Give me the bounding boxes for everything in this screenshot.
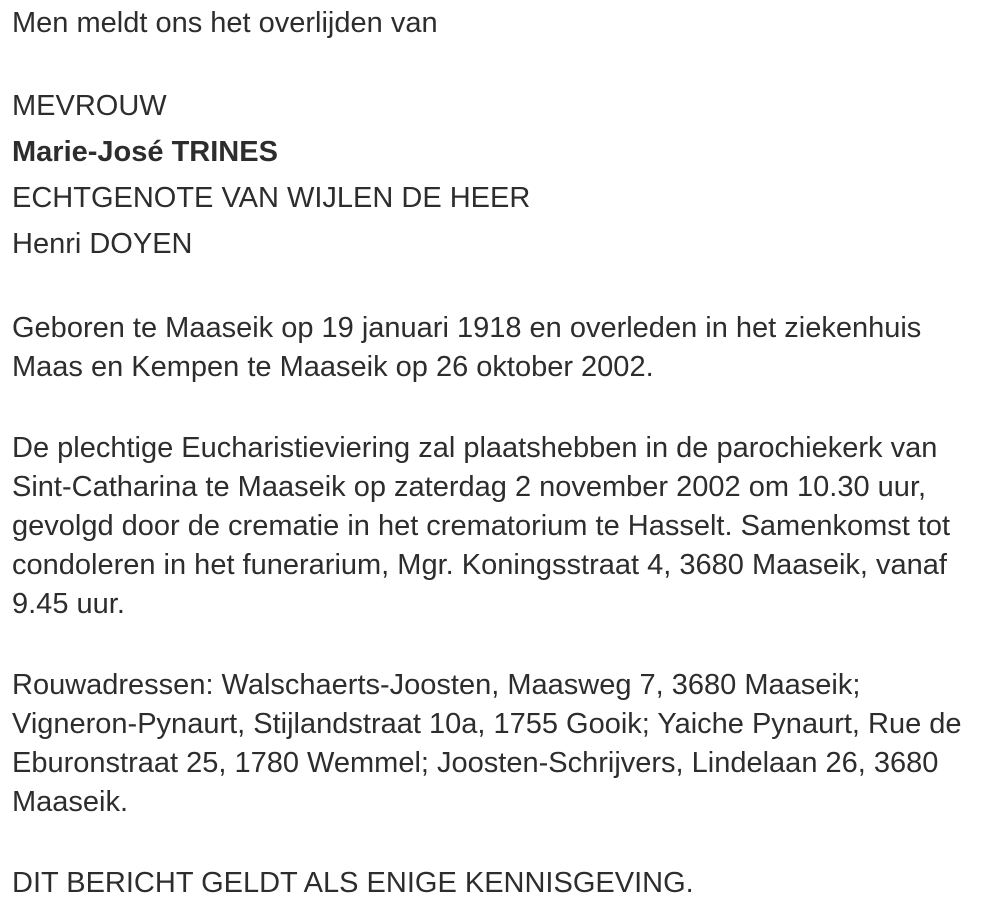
announcement-intro: Men meldt ons het overlijden van [12,7,438,39]
mourning-addresses-paragraph: Rouwadressen: Walschaerts-Joosten, Maasweg 7, 3680 Maaseik; Vigneron-Pynaurt, Stijlandstraat 10a, 1755 Gooik; Yaiche Pynaurt, Rue de Eburonstraat 25, 1780 Wemmel; Joosten-Schrijvers, Lindelaan 26, 3680 Maaseik. [12,669,962,818]
deceased-name: Marie-José TRINES [12,136,278,168]
spouse-name: Henri DOYEN [12,228,193,260]
deceased-header [12,83,972,267]
deceased-title: MEVROUW [12,90,167,122]
ceremony-paragraph: De plechtige Eucharistieviering zal plaatshebben in de parochiekerk van Sint-Catharina te Maaseik op zaterdag 2 november 2002 om 10.30 uur, gevolgd door de crematie in het crematorium te Hasselt. Samenkomst tot condoleren in het funerarium, Mgr. Koningsstraat 4, 3680 Maaseik, vanaf 9.45 uur. [12,432,951,620]
closing-notice: DIT BERICHT GELDT ALS ENIGE KENNISGEVING. [12,867,694,899]
birth-death-paragraph: Geboren te Maaseik op 19 januari 1918 en overleden in het ziekenhuis Maas en Kempen te Maaseik op 26 oktober 2002. [12,312,922,383]
deceased-relation: ECHTGENOTE VAN WIJLEN DE HEER [12,182,531,214]
